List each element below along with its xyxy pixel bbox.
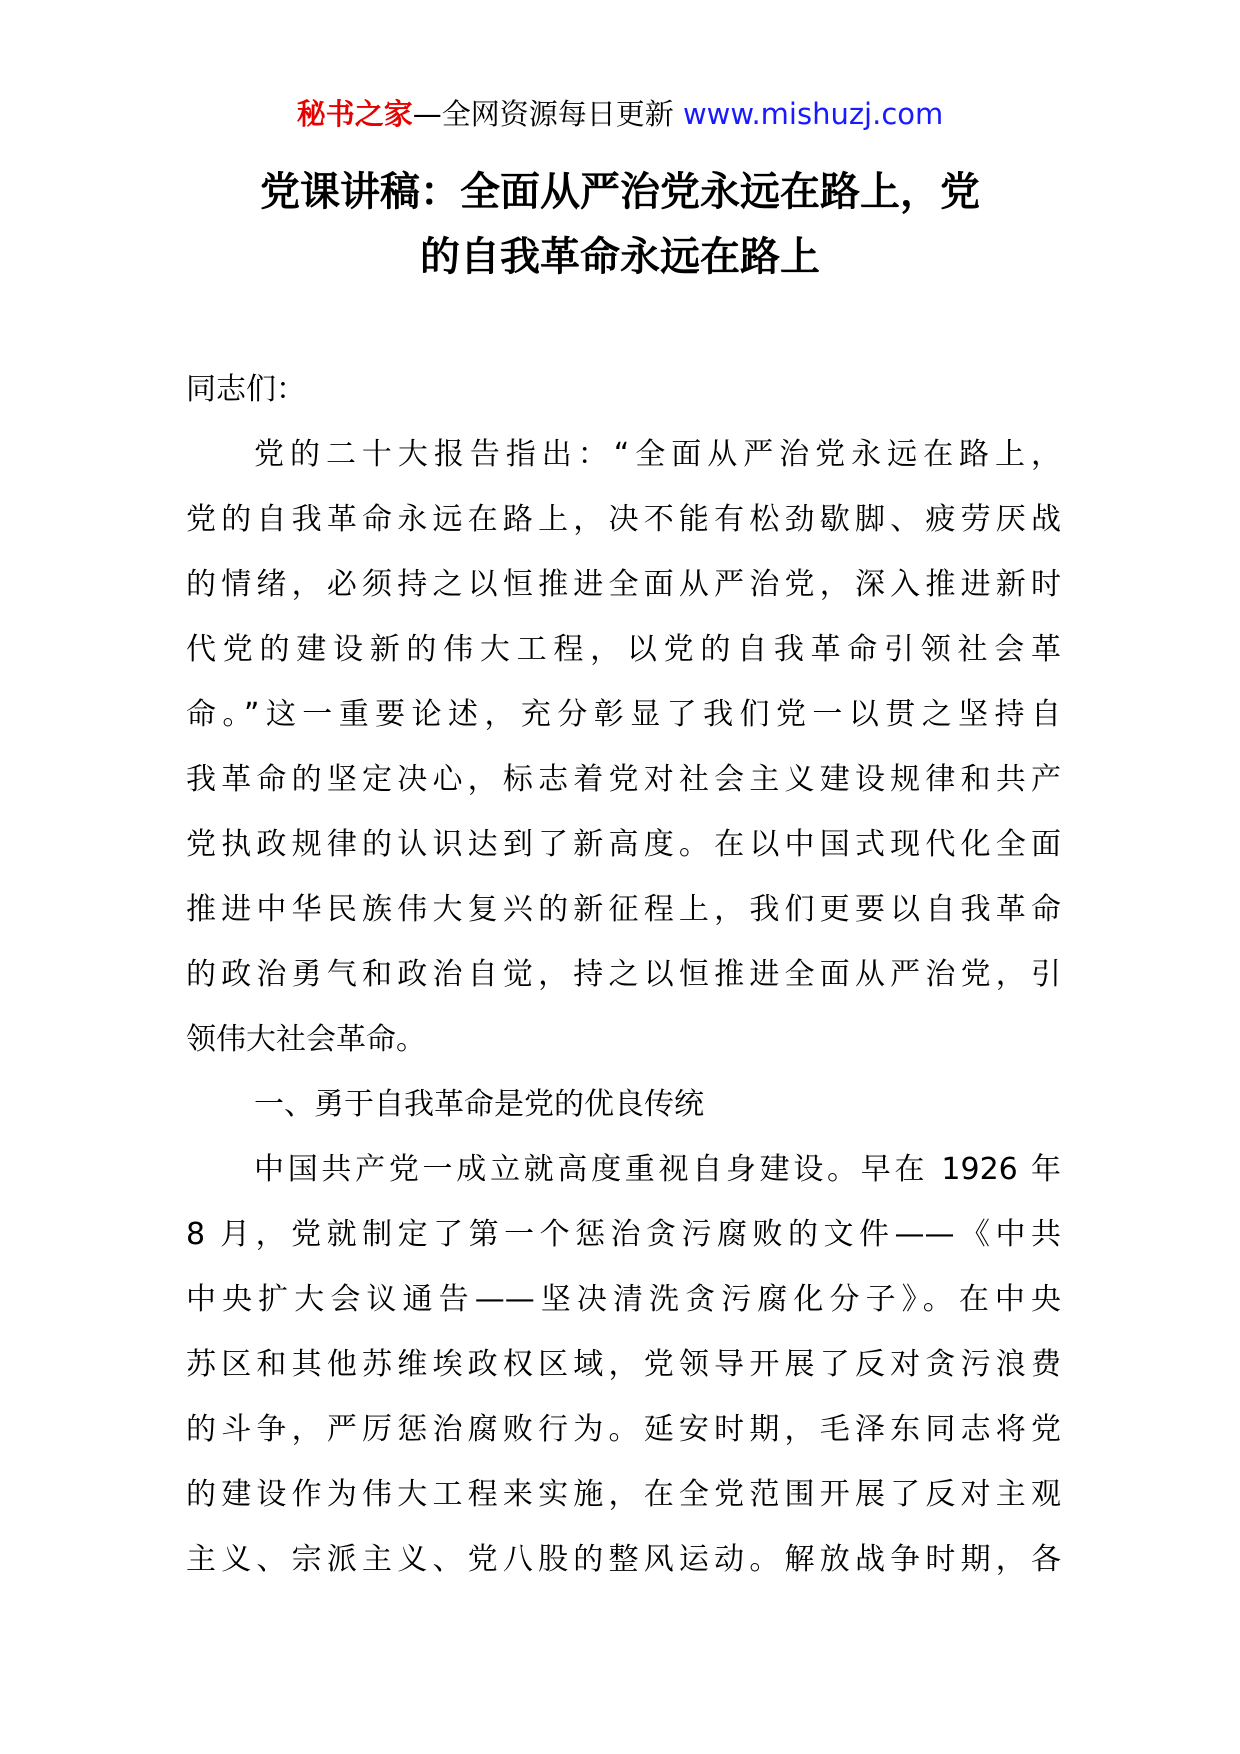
document-title <box>170 160 1070 290</box>
paragraph-line: 中国共产党一成立就高度重视自身建设。早在 1926 年 <box>254 1152 1061 1187</box>
paragraph-line: 中央扩大会议通告——坚决清洗贪污腐化分子》。在中央 <box>186 1282 1061 1317</box>
paragraph-line: 推进中华民族伟大复兴的新征程上，我们更要以自我革命 <box>186 892 1061 927</box>
section-heading: 一、勇于自我革命是党的优良传统 <box>254 1087 704 1122</box>
paragraph-line: 主义、宗派主义、党八股的整风运动。解放战争时期，各 <box>186 1542 1061 1577</box>
paragraph-line: 的政治勇气和政治自觉，持之以恒推进全面从严治党，引 <box>186 957 1061 992</box>
site-header <box>0 96 1240 132</box>
paragraph-line: 领伟大社会革命。 <box>186 1022 426 1057</box>
paragraph-line: 党的二十大报告指出：“全面从严治党永远在路上， <box>254 437 1061 472</box>
salutation: 同志们： <box>186 372 306 407</box>
paragraph-line: 8 月，党就制定了第一个惩治贪污腐败的文件——《中共 <box>186 1217 1061 1252</box>
paragraph-1 <box>186 422 1061 1072</box>
title-line-2: 的自我革命永远在路上 <box>420 234 820 280</box>
paragraph-line: 命。”这一重要论述，充分彰显了我们党一以贯之坚持自 <box>186 697 1061 732</box>
paragraph-line: 党执政规律的认识达到了新高度。在以中国式现代化全面 <box>186 827 1061 862</box>
paragraph-line: 代党的建设新的伟大工程，以党的自我革命引领社会革 <box>186 632 1061 667</box>
paragraph-line: 党的自我革命永远在路上，决不能有松劲歇脚、疲劳厌战 <box>186 502 1061 537</box>
site-url-link[interactable]: www.mishuzj.com <box>682 97 944 131</box>
paragraph-line: 的建设作为伟大工程来实施，在全党范围开展了反对主观 <box>186 1477 1061 1512</box>
paragraph-line: 的情绪，必须持之以恒推进全面从严治党，深入推进新时 <box>186 567 1061 602</box>
title-line-1: 党课讲稿：全面从严治党永远在路上，党 <box>260 169 980 215</box>
site-brand: 秘书之家 <box>296 97 413 131</box>
paragraph-line: 苏区和其他苏维埃政权区域，党领导开展了反对贪污浪费 <box>186 1347 1061 1382</box>
paragraph-2 <box>186 1137 1061 1592</box>
document-body <box>186 357 1061 1592</box>
paragraph-line: 我革命的坚定决心，标志着党对社会主义建设规律和共产 <box>186 762 1061 797</box>
paragraph-line: 的斗争，严厉惩治腐败行为。延安时期，毛泽东同志将党 <box>186 1412 1061 1447</box>
site-slogan: —全网资源每日更新 <box>412 97 674 131</box>
